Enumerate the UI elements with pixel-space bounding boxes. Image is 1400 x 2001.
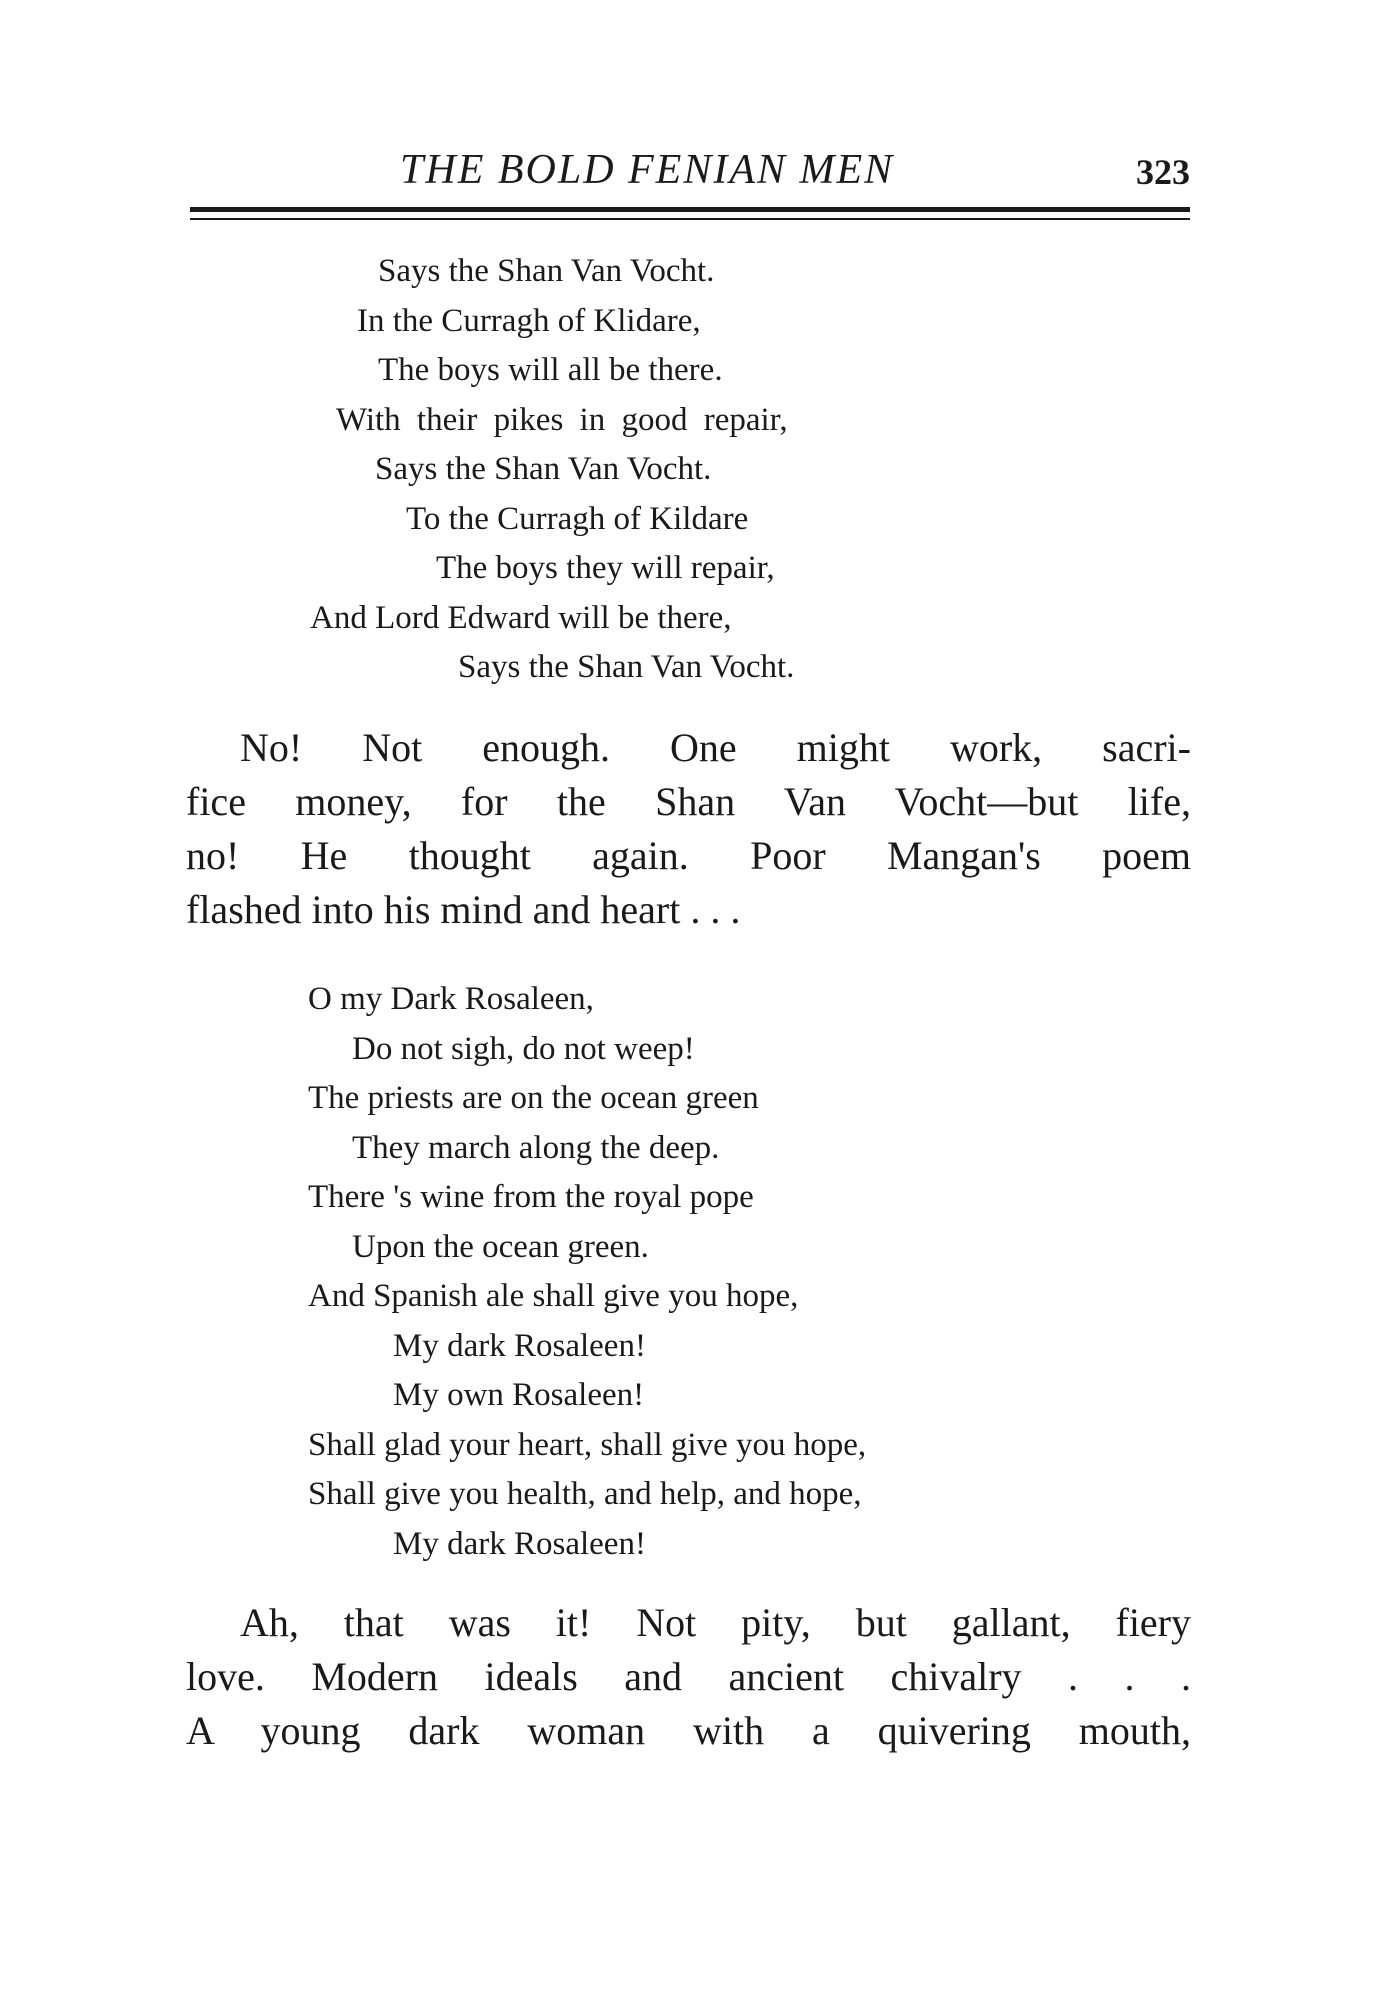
prose-line: fice money, for the Shan Van Vocht—but life, xyxy=(186,779,1191,824)
prose-paragraph xyxy=(186,721,1191,937)
verse-line: The priests are on the ocean green xyxy=(308,1080,759,1116)
verse-line: Says the Shan Van Vocht. xyxy=(378,253,715,289)
verse-line: Says the Shan Van Vocht. xyxy=(458,649,795,685)
verse-line: My own Rosaleen! xyxy=(393,1377,645,1413)
page-number: 323 xyxy=(1136,152,1190,192)
header-rule-thin xyxy=(190,218,1190,220)
verse-line: Shall glad your heart, shall give you hope, xyxy=(308,1426,867,1463)
verse-line: To the Curragh of Kildare xyxy=(406,500,749,537)
verse-shan-van-vocht xyxy=(0,247,1400,693)
prose-line: Ah, that was it! Not pity, but gallant, fiery xyxy=(240,1600,1191,1645)
verse-line: They march along the deep. xyxy=(352,1129,720,1166)
verse-line: And Lord Edward will be there, xyxy=(310,599,732,636)
verse-line: Upon the ocean green. xyxy=(352,1228,649,1265)
verse-line: My dark Rosaleen! xyxy=(393,1525,646,1562)
prose-line: No! Not enough. One might work, sacri- xyxy=(240,725,1191,770)
verse-line: Says the Shan Van Vocht. xyxy=(375,451,712,487)
verse-dark-rosaleen xyxy=(0,975,1400,1569)
prose-line: no! He thought again. Poor Mangan's poem xyxy=(186,833,1191,878)
running-head xyxy=(190,140,1190,200)
verse-line: Do not sigh, do not weep! xyxy=(352,1030,695,1067)
verse-line: In the Curragh of Klidare, xyxy=(357,302,701,339)
verse-line: The boys will all be there. xyxy=(378,352,723,388)
running-title: THE BOLD FENIAN MEN xyxy=(400,147,895,193)
verse-line: With their pikes in good repair, xyxy=(336,401,788,438)
prose-line: flashed into his mind and heart . . . xyxy=(186,887,741,932)
prose-line: A young dark woman with a quivering mouth, xyxy=(186,1708,1191,1753)
prose-line: love. Modern ideals and ancient chivalry . . . xyxy=(186,1654,1191,1699)
prose-paragraph xyxy=(186,1596,1191,1758)
verse-line: Shall give you health, and help, and hope, xyxy=(308,1476,862,1512)
verse-line: The boys they will repair, xyxy=(436,550,775,586)
verse-line: And Spanish ale shall give you hope, xyxy=(308,1278,799,1314)
verse-line: There 's wine from the royal pope xyxy=(308,1179,754,1215)
verse-line: O my Dark Rosaleen, xyxy=(308,981,594,1017)
verse-line: My dark Rosaleen! xyxy=(393,1327,646,1364)
header-rule-thick xyxy=(190,207,1190,212)
